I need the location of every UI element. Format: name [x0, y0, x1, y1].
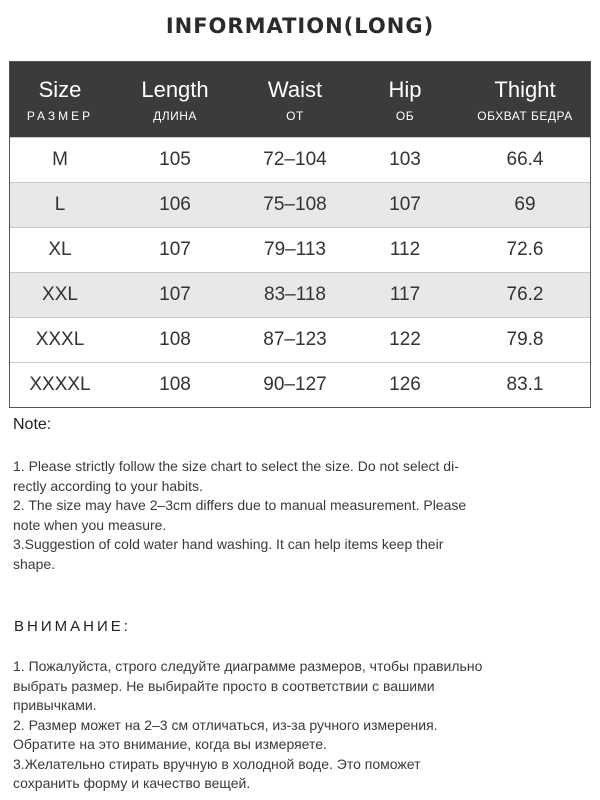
- note-heading: Note:: [13, 416, 52, 433]
- cell-thigh: 72.6: [506, 239, 544, 260]
- cell-length: 106: [159, 194, 191, 215]
- note-line: note when you measure.: [13, 516, 167, 533]
- cell-thigh: 79.8: [506, 329, 544, 350]
- cell-hip: 122: [389, 329, 421, 350]
- header-main: Length: [141, 76, 209, 102]
- note-text: [13, 457, 573, 574]
- note-line: 2. The size may have 2–3cm differs due to manual measurement. Please: [13, 497, 467, 513]
- cell-thigh: 76.2: [506, 284, 544, 305]
- header-waist: [240, 62, 350, 137]
- cell-hip: 117: [389, 284, 421, 305]
- ru-note-line: выбрать размер. Не выбирайте просто в соответствии с вашими: [13, 677, 435, 694]
- header-sub: ДЛИНА: [153, 108, 197, 123]
- header-main: Size: [38, 76, 82, 102]
- ru-note-line: 1. Пожалуйста, строго следуйте диаграмме размеров, чтобы правильно: [13, 658, 483, 674]
- ru-note-line: Обратите на это внимание, когда вы измеряете.: [13, 736, 327, 752]
- header-main: Hip: [388, 76, 422, 102]
- cell-hip: 107: [389, 194, 421, 215]
- header-length: [110, 62, 240, 137]
- cell-length: 107: [159, 284, 191, 305]
- cell-waist: 75–108: [263, 194, 327, 215]
- ru-note-line: 3.Желательно стирать вручную в холодной воде. Это поможет: [13, 755, 421, 772]
- header-sub: ОТ: [286, 108, 304, 123]
- cell-hip: 112: [389, 239, 421, 260]
- cell-length: 108: [159, 329, 191, 350]
- cell-waist: 83–118: [264, 284, 326, 305]
- cell-length: 108: [159, 374, 191, 395]
- size-table: [9, 61, 591, 408]
- cell-hip: 126: [389, 374, 421, 395]
- note-line: shape.: [13, 555, 56, 572]
- cell-size: L: [54, 194, 66, 215]
- cell-size: XXXL: [35, 329, 85, 350]
- ru-note-line: 2. Размер может на 2–3 см отличаться, из-за ручного измерения.: [13, 716, 438, 733]
- cell-waist: 72–104: [263, 149, 327, 170]
- ru-note-heading: ВНИМАНИЕ:: [14, 618, 131, 635]
- cell-thigh: 83.1: [506, 374, 544, 395]
- cell-length: 107: [159, 239, 191, 260]
- table-row: [10, 137, 590, 182]
- table-row: [10, 272, 590, 317]
- table-row: [10, 182, 590, 227]
- table-row: [10, 362, 590, 407]
- cell-size: XL: [48, 239, 72, 260]
- note-line: 1. Please strictly follow the size chart to select the size. Do not select di-: [13, 458, 459, 474]
- cell-size: M: [52, 149, 68, 170]
- page-title: INFORMATION(LONG): [165, 14, 435, 38]
- table-row: [10, 227, 590, 272]
- cell-waist: 87–123: [263, 329, 327, 350]
- ru-note-line: привычками.: [13, 697, 97, 713]
- header-hip: [350, 62, 460, 137]
- cell-thigh: 69: [514, 194, 536, 215]
- ru-note-line: сохранить форму и качество вещей.: [13, 775, 251, 791]
- table-header: [10, 62, 590, 137]
- header-thigh: [460, 62, 590, 137]
- cell-thigh: 66.4: [506, 149, 544, 170]
- ru-note-text: [13, 657, 573, 794]
- table-row: [10, 317, 590, 362]
- cell-waist: 79–113: [264, 239, 326, 260]
- header-main: Waist: [267, 76, 323, 102]
- header-main: Thight: [494, 76, 556, 102]
- header-sub: РАЗМЕР: [26, 108, 94, 123]
- note-line: rectly according to your habits.: [13, 477, 203, 494]
- cell-length: 105: [159, 149, 191, 170]
- cell-size: XXXXL: [29, 374, 91, 395]
- header-sub: ОБХВАТ БЕДРА: [477, 108, 573, 123]
- note-line: 3.Suggestion of cold water hand washing. It can help items keep their: [13, 536, 444, 552]
- header-size: [10, 62, 110, 137]
- cell-size: XXL: [42, 284, 78, 305]
- cell-waist: 90–127: [263, 374, 327, 395]
- header-sub: ОБ: [395, 108, 415, 123]
- cell-hip: 103: [389, 149, 421, 170]
